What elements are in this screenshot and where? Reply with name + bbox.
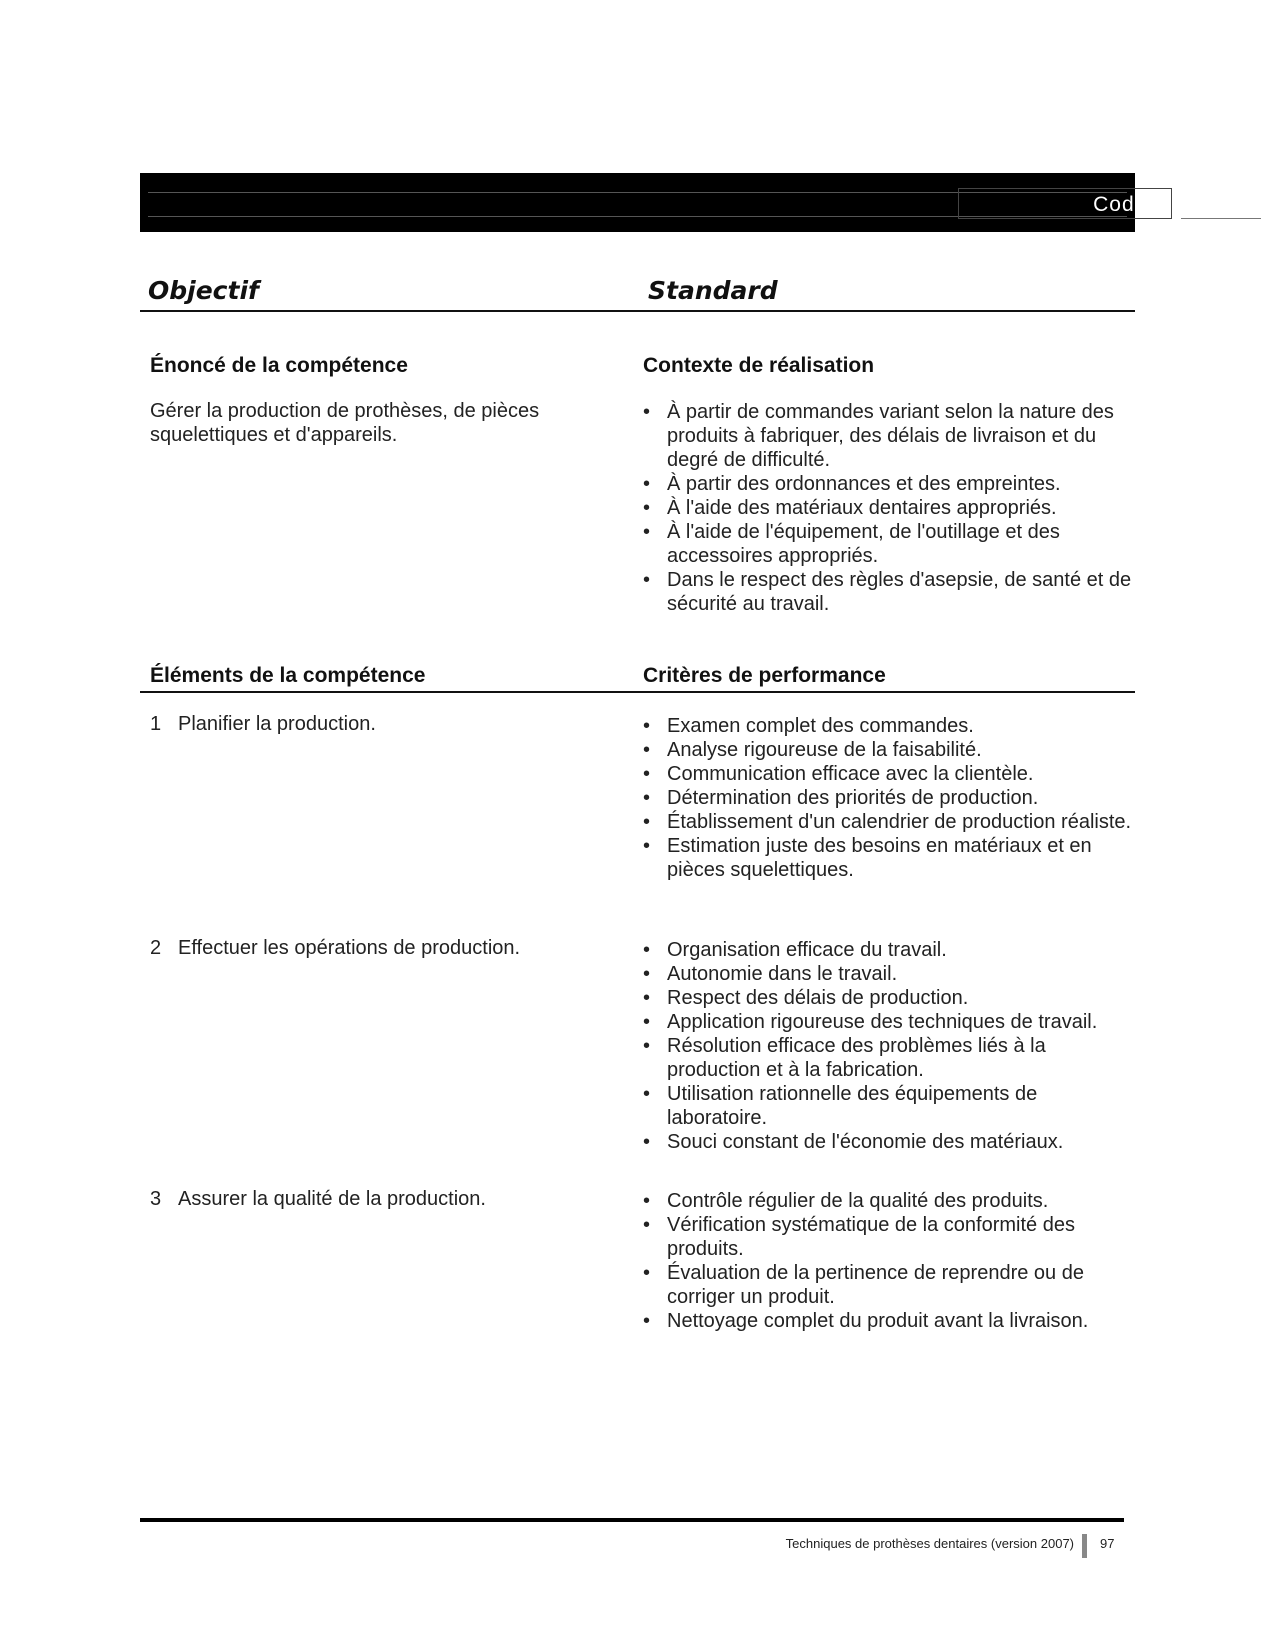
criteria-list [643, 714, 1133, 882]
code-header-bar [140, 173, 1257, 232]
criteria-item: • Établissement d'un calendrier de production réaliste. [643, 810, 1133, 834]
criteres-heading: Critères de performance [643, 664, 886, 687]
element-number: 3 [150, 1188, 162, 1210]
code-label: Code : [958, 188, 1172, 219]
contexte-item: • À l'aide de l'équipement, de l'outillage et des accessoires appropriés. [643, 520, 1133, 568]
footer-rule [140, 1518, 1124, 1522]
element-text: Planifier la production. [178, 713, 376, 735]
criteria-item: • Utilisation rationnelle des équipements de laboratoire. [643, 1082, 1133, 1130]
element-text: Effectuer les opérations de production. [178, 937, 521, 959]
criteria-item: • Communication efficace avec la clientèle. [643, 762, 1133, 786]
contexte-list [643, 400, 1133, 616]
criteria-item: • Souci constant de l'économie des matériaux. [643, 1130, 1133, 1154]
elements-divider [140, 691, 1135, 693]
criteria-item: • Contrôle régulier de la qualité des produits. [643, 1189, 1133, 1213]
criteria-list [643, 1189, 1133, 1333]
criteria-list [643, 938, 1133, 1154]
contexte-heading: Contexte de réalisation [643, 354, 875, 377]
element-number: 2 [150, 937, 162, 959]
code-value: 00DU [1181, 188, 1261, 219]
contexte-item: • À partir des ordonnances et des empreintes. [643, 472, 1133, 496]
enonce-heading: Énoncé de la compétence [150, 354, 408, 377]
criteria-item: • Vérification systématique de la conformité des produits. [643, 1213, 1133, 1261]
element-number: 1 [150, 713, 162, 735]
element-text: Assurer la qualité de la production. [178, 1188, 486, 1210]
criteria-item: • Autonomie dans le travail. [643, 962, 1133, 986]
objectif-heading: Objectif [148, 276, 259, 305]
contexte-item: • À partir de commandes variant selon la nature des produits à fabriquer, des délais de livraison et du degré de difficulté. [643, 400, 1133, 472]
enonce-text: Gérer la production de prothèses, de pièces squelettiques et d'appareils. [150, 400, 540, 446]
criteria-item: • Analyse rigoureuse de la faisabilité. [643, 738, 1133, 762]
page-number: 97 [1100, 1536, 1115, 1551]
criteria-item: • Organisation efficace du travail. [643, 938, 1133, 962]
standard-heading: Standard [648, 276, 778, 305]
criteria-item: • Application rigoureuse des techniques de travail. [643, 1010, 1133, 1034]
contexte-item: • À l'aide des matériaux dentaires appropriés. [643, 496, 1133, 520]
footer-separator [1082, 1534, 1087, 1558]
contexte-item: • Dans le respect des règles d'asepsie, de santé et de sécurité au travail. [643, 568, 1133, 616]
criteria-item: • Respect des délais de production. [643, 986, 1133, 1010]
criteria-item: • Examen complet des commandes. [643, 714, 1133, 738]
elements-heading: Éléments de la compétence [150, 664, 426, 687]
heading-divider [140, 310, 1135, 312]
footer-title: Techniques de prothèses dentaires (version 2007) [785, 1536, 1074, 1551]
criteria-item: • Résolution efficace des problèmes liés à la production et à la fabrication. [643, 1034, 1133, 1082]
criteria-item: • Nettoyage complet du produit avant la livraison. [643, 1309, 1133, 1333]
criteria-item: • Évaluation de la pertinence de reprendre ou de corriger un produit. [643, 1261, 1133, 1309]
criteria-item: • Détermination des priorités de production. [643, 786, 1133, 810]
criteria-item: • Estimation juste des besoins en matériaux et en pièces squelettiques. [643, 834, 1133, 882]
